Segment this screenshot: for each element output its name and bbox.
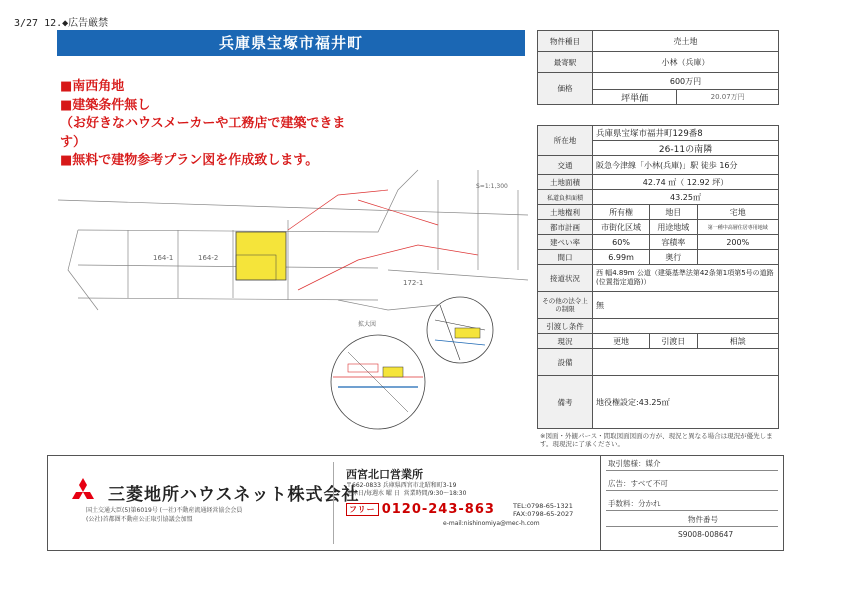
price-value: 600万円 xyxy=(593,73,779,90)
fax-number: FAX:0798-65-2027 xyxy=(513,510,574,518)
rights-value: 所有権 xyxy=(593,205,650,220)
delivery-label: 引渡し条件 xyxy=(538,319,593,334)
map-scale: S=1:1,300 xyxy=(476,183,508,190)
city-plan-label: 都市計画 xyxy=(538,220,593,235)
limits-label: その他の法令上の制限 xyxy=(538,292,593,319)
feature-builder-note: （お好きなハウスメーカーや工務店で建築できます） xyxy=(60,116,346,150)
branch-name: 西宮北口営業所 xyxy=(346,468,423,481)
facilities-value xyxy=(593,349,779,376)
use-label: 用途地域 xyxy=(650,220,697,235)
tel-fax xyxy=(513,502,573,518)
setback-value: 43.25㎡ xyxy=(593,190,779,205)
use-value: 第一種中高層住居専用地域 xyxy=(697,220,778,235)
bcr-label: 建ぺい率 xyxy=(538,235,593,250)
mitsubishi-logo-icon xyxy=(68,476,98,506)
far-label: 容積率 xyxy=(650,235,697,250)
status-label: 現況 xyxy=(538,334,593,349)
location-label: 所在地 xyxy=(538,126,593,156)
setback-label: 私道負担面積 xyxy=(538,190,593,205)
facilities-label: 設備 xyxy=(538,349,593,376)
footnote: ※図面・外観パース・間取図面図面の方が、現況と異なる場合は現況が優先します。現現況に了承ください。 xyxy=(540,432,773,448)
inset-small xyxy=(427,297,493,363)
road-value: 西 幅4.89m 公道（建築基準法第42条第1項第5号の道路(位置指定道路)） xyxy=(593,265,779,292)
transport-label: 交通 xyxy=(538,156,593,175)
property-number: S9008-008647 xyxy=(678,530,734,539)
land-area-value: 42.74 ㎡（ 12.92 坪） xyxy=(593,175,779,190)
depth-label: 奥行 xyxy=(650,250,697,265)
land-area-label: 土地面積 xyxy=(538,175,593,190)
limits-value: 無 xyxy=(593,292,779,319)
tel-number: TEL:0798-65-1321 xyxy=(513,502,573,510)
feature-corner-lot: ■ 南西角地 xyxy=(60,78,360,97)
site-map xyxy=(58,160,528,432)
delivery-value xyxy=(593,319,779,334)
location-value: 兵庫県宝塚市福井町129番8 xyxy=(593,126,779,141)
map-label-172-1: 172-1 xyxy=(403,279,424,287)
station-label: 最寄駅 xyxy=(538,52,593,73)
zone-value: 宅地 xyxy=(697,205,778,220)
license-info: 国土交通大臣(5)第6019号 (一社)不動産流通経営協会会員 (公社)首都圏不動産公正取引協議会加盟 xyxy=(86,507,243,523)
remarks-label: 備考 xyxy=(538,376,593,429)
zone-label: 地目 xyxy=(650,205,697,220)
email-address[interactable]: e-mail:nishinomiya@mec-h.com xyxy=(443,520,540,527)
inset-large xyxy=(331,335,425,429)
fee-split: 手数料：分かれ xyxy=(608,499,661,508)
footer-panel xyxy=(47,455,784,551)
company-name: 三菱地所ハウスネット株式会社 xyxy=(108,485,360,505)
frontage-label: 間口 xyxy=(538,250,593,265)
summary-table xyxy=(537,30,779,105)
page-title: 兵庫県宝塚市福井町 xyxy=(57,30,525,56)
nearest-station: 小林（兵庫） xyxy=(593,52,779,73)
freedial-number: 0120-243-863 xyxy=(381,502,495,517)
property-kind: 売土地 xyxy=(593,31,779,52)
handover-label: 引渡日 xyxy=(650,334,697,349)
feature-list xyxy=(60,78,360,171)
feature-no-build-condition: ■ 建築条件無し xyxy=(60,97,360,116)
kind-label: 物件種目 xyxy=(538,31,593,52)
price-label: 価格 xyxy=(538,73,593,105)
map-label-164-1: 164-1 xyxy=(153,254,174,262)
remarks-value: 地役権設定:43.25㎡ xyxy=(593,376,779,429)
handover-value: 相談 xyxy=(697,334,778,349)
detail-table xyxy=(537,125,779,429)
map-label-164-2: 164-2 xyxy=(198,254,219,262)
freedial-icon: フリー xyxy=(346,503,379,516)
freedial[interactable] xyxy=(346,502,495,517)
deal-type: 取引態様：媒介 xyxy=(608,459,661,468)
rights-label: 土地権利 xyxy=(538,205,593,220)
city-plan-value: 市街化区域 xyxy=(593,220,650,235)
tsubo-value: 20.07万円 xyxy=(677,90,779,105)
feature-free-plan: ■ 無料で建物参考プラン図を作成致します。 xyxy=(60,152,360,171)
map-line-north xyxy=(58,200,528,215)
status-value: 更地 xyxy=(593,334,650,349)
location-note: 26-11の南隣 xyxy=(593,141,779,156)
tsubo-label: 坪単価 xyxy=(593,90,677,105)
frontage-value: 6.99m xyxy=(593,250,650,265)
road-label: 接道状況 xyxy=(538,265,593,292)
depth-value xyxy=(697,250,778,265)
transport-value: 阪急今津線「小林(兵庫)」駅 徒歩 16分 xyxy=(593,156,779,175)
ad-permission: 広告：すべて不可 xyxy=(608,479,668,488)
branch-address: 〒662-0833 兵庫県西宮市北昭和町3-19 定休日/毎週水 曜 日 営業時間/9:30～18:30 xyxy=(346,482,467,497)
far-value: 200% xyxy=(697,235,778,250)
inset-label: 拡大図 xyxy=(358,321,377,328)
bcr-value: 60% xyxy=(593,235,650,250)
property-number-label: 物件番号 xyxy=(688,515,718,524)
top-note: 3/27 12.◆広告厳禁 xyxy=(14,18,109,29)
target-lot xyxy=(236,232,286,280)
